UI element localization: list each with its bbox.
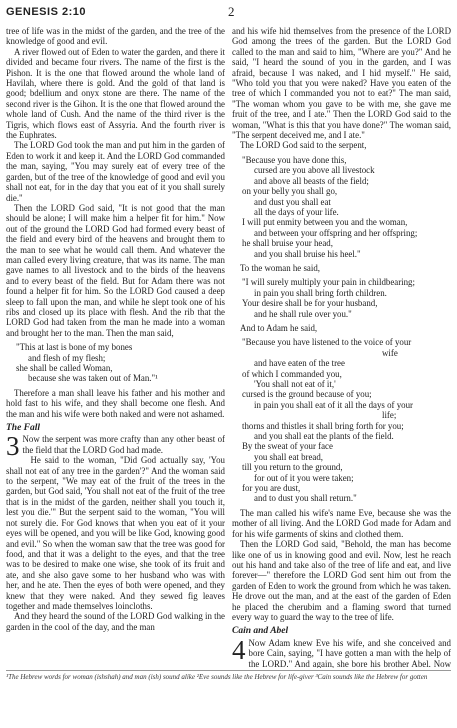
verse-paragraph: Therefore a man shall leave his father and his mother and hold fast to his wife, and they shall become one flesh. And the man and his wife were both naked and were not ashamed. xyxy=(6,387,225,419)
poem-line: 'You shall not eat of it,' xyxy=(254,379,336,389)
verse-paragraph: and his wife hid themselves from the presence of the LORD God among the trees of the garden. But the LORD God called to the man and said to him, "Where are you?" And he said, "I heard the sound of you in the garden, and I was afraid, because I was naked, and I hid myself." He said, "Who told you that you were naked? Have you eaten of the tree of which I commanded you not to eat?" The man said, "The woman whom you gave to be with me, she gave me fruit of the tree, and I ate." Then the LORD God said to the woman, "What is this that you have done?" The woman said, "The serpent deceived me, and I ate." xyxy=(232,26,451,141)
verse-paragraph: And to Adam he said, xyxy=(240,322,318,333)
left-column xyxy=(6,26,225,668)
poem-line: cursed are you above all livestock xyxy=(254,165,375,176)
chapter-paragraph xyxy=(232,634,451,668)
section-heading: Cain and Abel xyxy=(232,626,289,637)
poem-line: you shall eat bread, xyxy=(254,451,324,462)
poem-line: I will put enmity between you and the woman, xyxy=(242,217,408,228)
poem-line: By the sweat of your face xyxy=(242,441,333,452)
poem-line: and have eaten of the tree xyxy=(254,358,345,369)
footnotes: ¹The Hebrew words for woman (ishshah) and man (ish) sound alike ²Eve sounds like the Hebrew for life-giver ³Cain sounds like the Hebrew for gotten xyxy=(6,673,428,681)
verse-paragraph: The LORD God said to the serpent, xyxy=(240,140,367,151)
poem-line: and he shall rule over you." xyxy=(254,308,352,319)
poem-line: for out of it you were taken; xyxy=(254,472,354,483)
poem-line: life; xyxy=(382,410,397,421)
verse-paragraph: Then the LORD God said, "It is not good that the man should be alone; I will make him a helper fit for him." Now out of the ground the LORD God had formed every beast of the field and every bird of the heavens and brought them to the man to see what he would call them. And whatever the man called every living creature, that was its name. The man gave names to all livestock and to the birds of the heavens and to every beast of the field. But for Adam there was not found a helper fit for him. So the LORD God caused a deep sleep to fall upon the man, and while he slept took one of his ribs and closed up its place with flesh. And the rib that the LORD God had taken from the man he made into a woman and brought her to the man. Then the man said, xyxy=(6,202,225,338)
poem-line: "I will surely multiply your pain in childbearing; xyxy=(242,277,415,288)
poem-line: and dust you shall eat xyxy=(254,196,331,207)
poem-line: "This at last is bone of my bones xyxy=(16,342,133,353)
poem-line: and flesh of my flesh; xyxy=(28,352,106,363)
verse-paragraph: Then the LORD God said, "Behold, the man has become like one of us in knowing good and evil. Now, lest he reach out his hand and take also of the tree of life and eat, and live forever—" therefore the LORD God sent him out from the garden of Eden to work the ground from which he was taken. He drove out the man, and at the east of the garden of Eden he placed the cherubim and a flaming sword that turned every way to guard the way to the tree of life. xyxy=(232,539,451,622)
verse-paragraph: And they heard the sound of the LORD God walking in the garden in the cool of the day, and the man xyxy=(6,611,225,632)
poem-line: in pain you shall bring forth children. xyxy=(254,287,387,298)
poem-line: and between your offspring and her offspring; xyxy=(254,227,418,238)
poem-line: and you shall bruise his heel." xyxy=(254,248,361,259)
poem-line: and you shall eat the plants of the field. xyxy=(254,431,394,442)
poem-line: thorns and thistles it shall bring forth for you; xyxy=(242,420,404,431)
poem-line: because she was taken out of Man."¹ xyxy=(28,373,158,384)
poem-line: till you return to the ground, xyxy=(242,462,343,473)
poem-line: for you are dust, xyxy=(242,483,301,494)
right-column xyxy=(232,26,451,668)
poem-line: she shall be called Woman, xyxy=(16,363,113,373)
poem-block xyxy=(232,155,451,259)
poem-block xyxy=(232,337,451,504)
poem-line: all the days of your life. xyxy=(254,206,339,217)
chapter-paragraph xyxy=(6,431,225,462)
poem-line: and to dust you shall return." xyxy=(254,493,357,504)
chapter-number: 4 xyxy=(232,634,246,665)
poem-line: of which I commanded you, xyxy=(242,368,342,379)
poem-line: wife xyxy=(382,347,398,358)
chapter-number: 3 xyxy=(6,431,20,462)
poem-block xyxy=(6,342,225,384)
verse-paragraph: To the woman he said, xyxy=(240,262,320,273)
poem-block xyxy=(232,277,451,319)
verse-paragraph: tree of life was in the midst of the garden, and the tree of the knowledge of good and evil. xyxy=(6,26,225,47)
poem-line: on your belly you shall go, xyxy=(242,186,338,197)
verse-paragraph: A river flowed out of Eden to water the garden, and there it divided and became four rivers. The name of the first is the Pishon. It is the one that flowed around the whole land of Havilah, where there is gold. And the gold of that land is good; bdellium and onyx stone are there. The name of the second river is the Gihon. It is the one that flowed around the whole land of Cush. And the name of the third river is the Tigris, which flows east of Assyria. And the fourth river is the Euphrates. xyxy=(6,46,225,141)
verse-text: Now Adam knew Eve his wife, and she conceived and bore Cain, saying, "I have gotten a man with the help of the LORD." And again, she bore his brother Abel. Now xyxy=(248,637,451,668)
poem-line: cursed is the ground because of you; xyxy=(242,389,372,400)
poem-line: "Because you have done this, xyxy=(242,154,347,165)
poem-line: in pain you shall eat of it all the days of your xyxy=(254,399,413,410)
section-heading: The Fall xyxy=(6,423,41,434)
poem-line: and above all beasts of the field; xyxy=(254,175,369,186)
poem-line: Your desire shall be for your husband, xyxy=(242,298,378,309)
verse-paragraph: The LORD God took the man and put him in the garden of Eden to work it and keep it. And the LORD God commanded the man, saying, "You may surely eat of every tree of the garden, but of the tree of the knowledge of good and evil you shall not eat, for in the day that you eat of it you shall surely die." xyxy=(6,140,225,203)
page-header xyxy=(6,4,451,22)
footnote-divider xyxy=(6,670,451,671)
verse-paragraph: The man called his wife's name Eve, because she was the mother of all living. And the LORD God made for Adam and for his wife garments of skins and clothed them. xyxy=(232,507,451,539)
poem-line: he shall bruise your head, xyxy=(242,238,333,249)
page-number: 2 xyxy=(228,4,235,19)
poem-line: "Because you have listened to the voice of your xyxy=(242,337,412,348)
verse-paragraph: He said to the woman, "Did God actually say, 'You shall not eat of any tree in the garden'?" And the woman said to the serpent, "We may eat of the fruit of the trees in the garden, but God said, 'You shall not eat of the fruit of the tree that is in the midst of the garden, neither shall you touch it, lest you die.'" But the serpent said to the woman, "You will not surely die. For God knows that when you eat of it your eyes will be opened, and you will be like God, knowing good and evil." So when the woman saw that the tree was good for food, and that it was a delight to the eyes, and that the tree was to be desired to make one wise, she took of its fruit and ate, and she also gave some to her husband who was with her, and he ate. Then the eyes of both were opened, and they knew that they were naked. And they sewed fig leaves together and made themselves loincloths. xyxy=(6,455,225,611)
running-head-reference: GENESIS 2:10 xyxy=(6,6,86,18)
verse-text: Now the serpent was more crafty than any other beast of the field that the LORD God had made. xyxy=(22,434,225,455)
